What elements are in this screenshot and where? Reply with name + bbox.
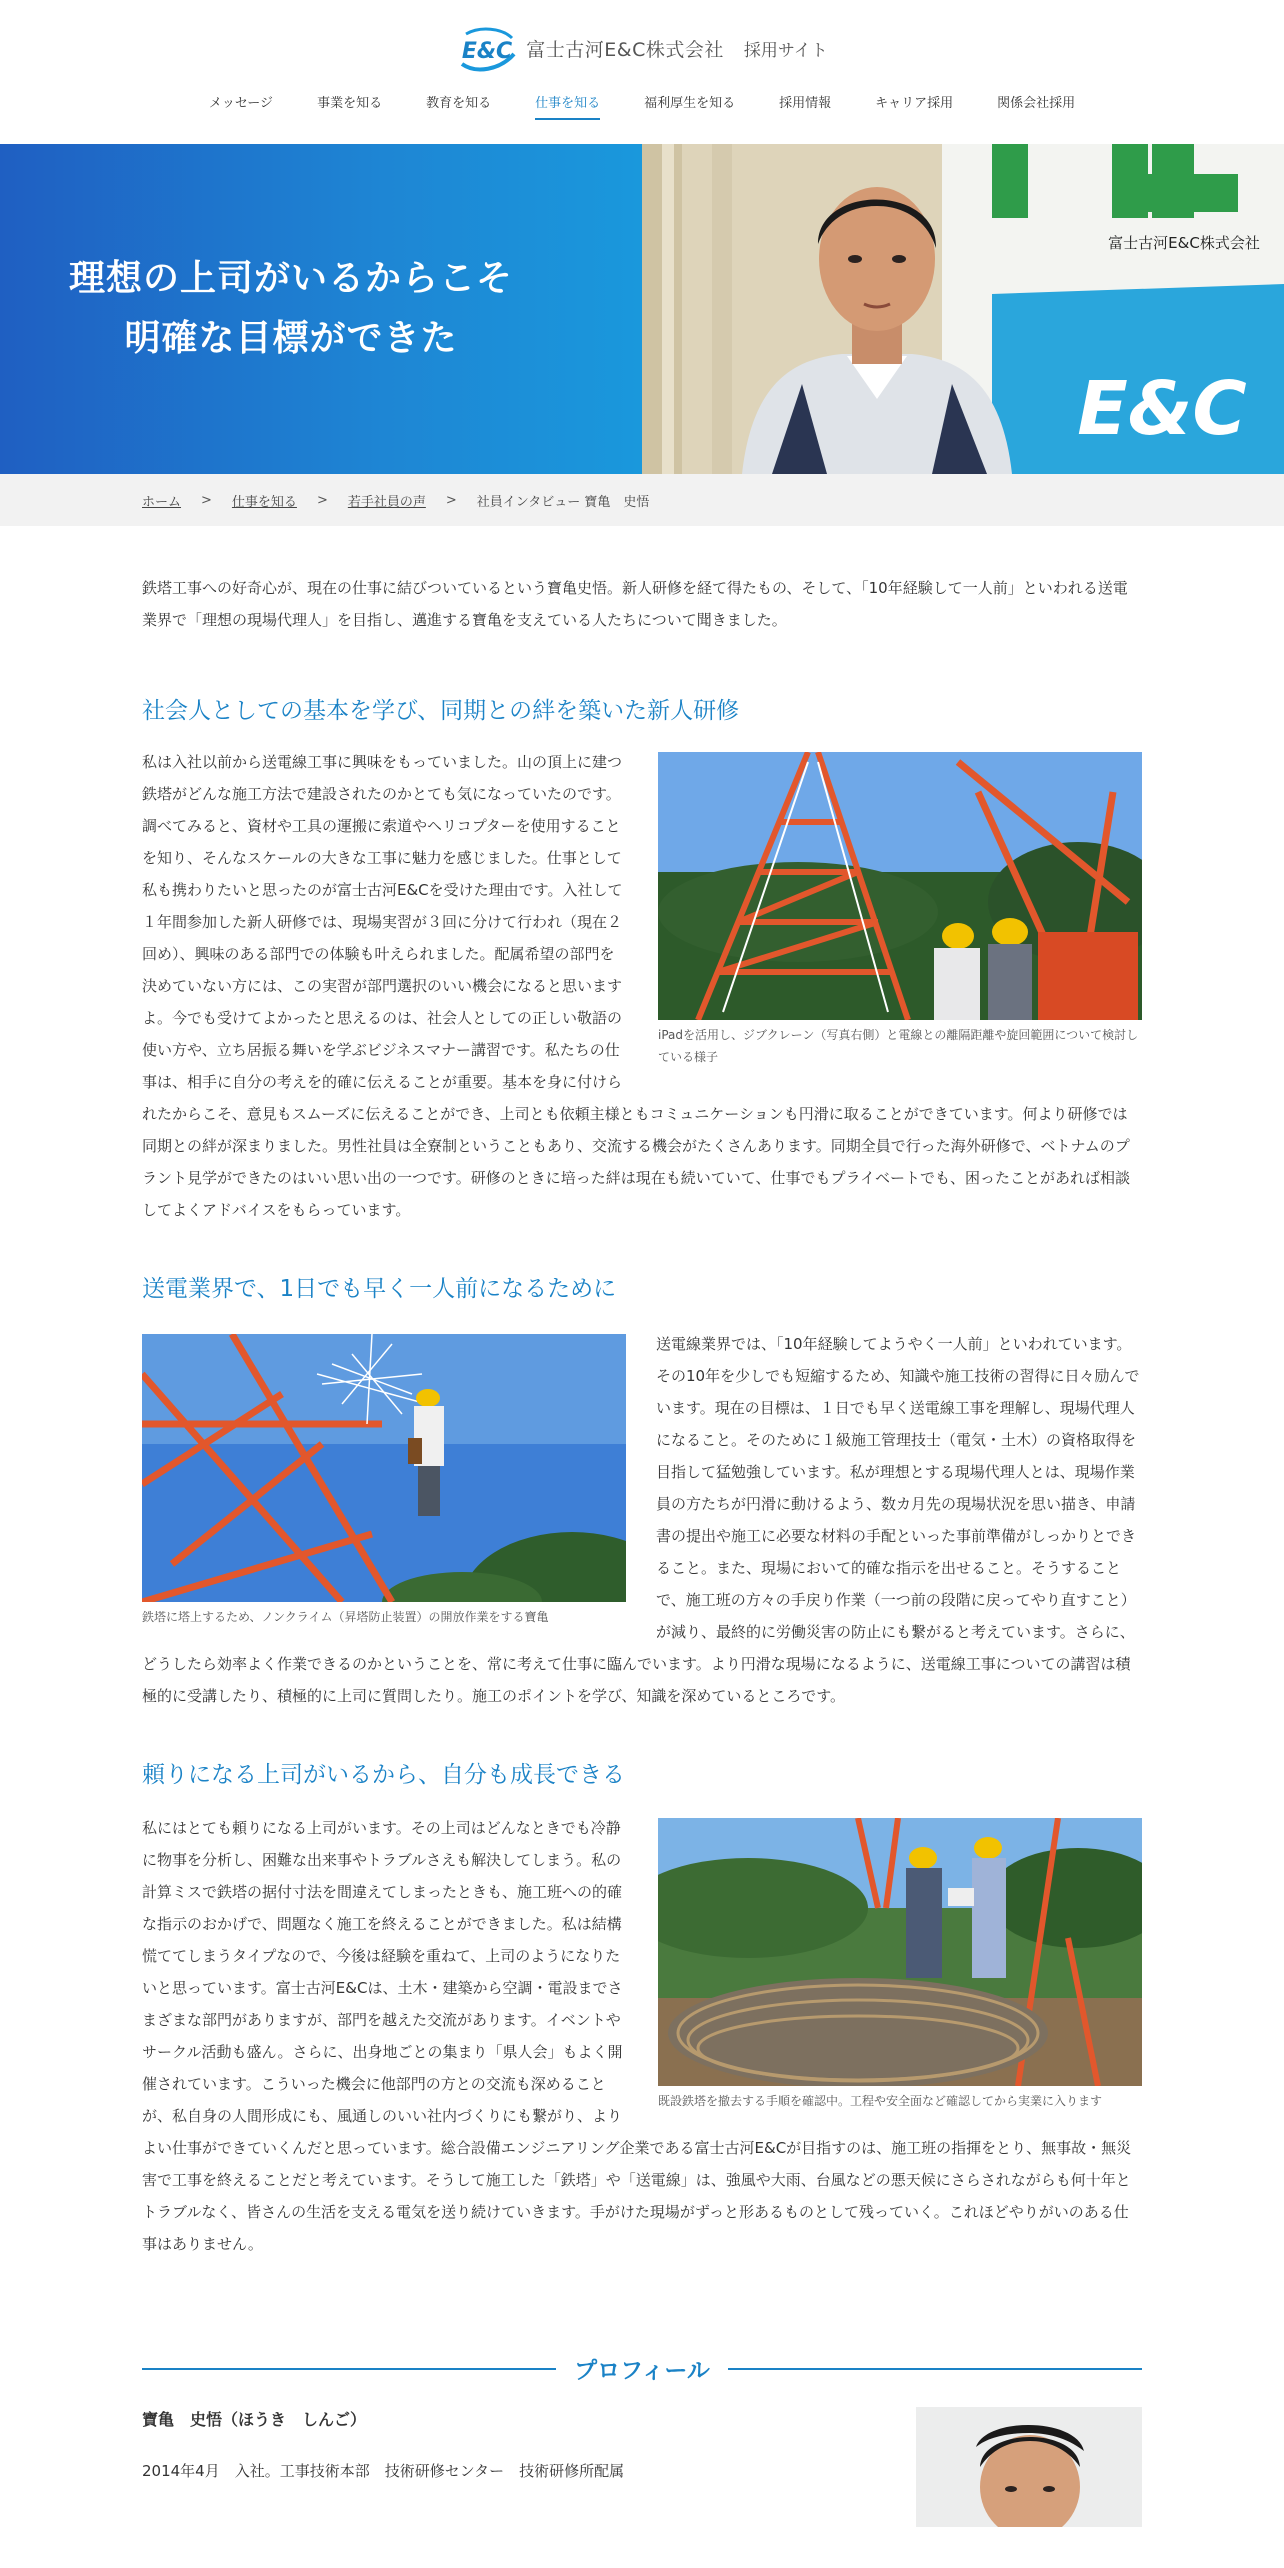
section-text: 私にはとても頼りになる上司がいます。その上司はどんなときでも冷静に物事を分析し、困難な出来事やトラブルさえも解決してしまう。私の計算ミスで鉄塔の据付寸法を間違えてしまったときも、施工班への的確な指示のおかげで、問題なく施工を終えることができました。私は結構慌ててしまうタイプなので、今後は経験を重ねて、上司のようになりたいと思っています。富士古河E&Cは、土木・建築から空調・電設までさまざまな部門がありますが、部門を越えた交流があります。イベントやサークル活動も盛ん。さらに、出身地ごとの集まり「県人会」もよく開催されています。こういった機会に他部門の方との交流も深めることが、私自身の人間形成にも、風通しのいい社内づくりにも繋がり、よりよい仕事ができていくんだと思っています。総合設備エンジニアリング企業である富士古河E&Cが目指すのは、施工班の指揮をとり、無事故・無災害で工事を終えることだと考えています。そうして施工した「鉄塔」や「送電線」は、強風や大雨、台風などの悪天候にさらされながらも何十年とトラブルなく、皆さんの生活を支える電気を送り続けていきます。手がけた現場がずっと形あるものとして残っていく。これほどやりがいのある仕事はありません。 bbox=[142, 1819, 1132, 2253]
section-body bbox=[142, 746, 1142, 1226]
photo-figure bbox=[142, 1334, 626, 1628]
site-name: 採用サイト bbox=[743, 40, 828, 61]
section-text: 私は入社以前から送電線工事に興味をもっていました。山の頂上に建つ鉄塔がどんな施工方法で建設されたのかとても気になっていたのです。調べてみると、資材や工具の運搬に索道やヘリコプターを使用することを知り、そんなスケールの大きな工事に魅力を感じました。仕事として私も携わりたいと思ったのが富士古河E&Cを受けた理由です。入社して１年間参加した新人研修では、現場実習が３回に分けて行われ（現在２回め）、興味のある部門での体験も叶えられました。配属希望の部門を決めていない方には、この実習が部門選択のいい機会になると思いますよ。今でも受けてよかったと思えるのは、社会人としての正しい敬語の使い方や、立ち居振る舞いを学ぶビジネスマナー講習です。私たちの仕事は、相手に自分の考えを的確に伝えることが重要。基本を身に付けられたからこそ、意見もスムーズに伝えることができ、上司とも依頼主様ともコミュニケーションも円滑に取ることができています。何より研修では同期との絆が深まりました。男性社員は全寮制ということもあり、交流する機会がたくさんあります。同期全員で行った海外研修で、ベトナムのプラント見学ができたのはいい思い出の一つです。研修のときに培った絆は現在も続いていて、仕事でもプライベートでも、困ったことがあれば相談してよくアドバイスをもらっています。 bbox=[142, 753, 1131, 1219]
nav-message[interactable]: メッセージ bbox=[208, 96, 274, 111]
breadcrumb-work[interactable]: 仕事を知る bbox=[231, 494, 297, 510]
photo-caption: 既設鉄塔を撤去する手順を確認中。工程や安全面など確認してから実業に入ります bbox=[658, 2094, 1103, 2108]
profile-name: 寶亀 史悟（ほうき しんご） bbox=[142, 2410, 367, 2429]
nav-education[interactable]: 教育を知る bbox=[426, 96, 492, 111]
hero-title-line2: 明確な目標ができた bbox=[124, 318, 458, 359]
photo-figure bbox=[658, 1818, 1142, 2112]
section-body bbox=[142, 1812, 1142, 2260]
tower-climb-photo bbox=[142, 1334, 626, 1602]
photo-caption: 鉄塔に塔上するため、ノンクライム（昇塔防止装置）の開放作業をする寶亀 bbox=[142, 1610, 549, 1624]
site-header bbox=[0, 0, 1284, 144]
section-title: 頼りになる上司がいるから、自分も成長できる bbox=[142, 1762, 625, 1788]
profile-title: プロフィール bbox=[574, 2358, 710, 2384]
nav-recruit-info[interactable]: 採用情報 bbox=[779, 96, 832, 111]
profile-heading bbox=[142, 2352, 1142, 2385]
section-title: 社会人としての基本を学び、同期との絆を築いた新人研修 bbox=[142, 698, 740, 724]
section-title: 送電業界で、1日でも早く一人前になるために bbox=[142, 1276, 617, 1302]
breadcrumb-home[interactable]: ホーム bbox=[142, 494, 182, 510]
profile-section bbox=[142, 2407, 1142, 2527]
breadcrumb-separator: > bbox=[201, 492, 212, 508]
site-inspection-photo bbox=[658, 1818, 1142, 2086]
interview-article bbox=[142, 526, 1142, 2527]
hero-portrait-photo bbox=[642, 144, 1284, 474]
intro-text: 鉄塔工事への好奇心が、現在の仕事に結びついているという寶亀史悟。新人研修を経て得たもの、そして、「10年経験して一人前」といわれる送電業界で「理想の現場代理人」を目指し、邁進する寶亀を支えている人たちについて聞きました。 bbox=[142, 579, 1128, 629]
brand[interactable] bbox=[0, 24, 1284, 72]
hero-title-line1: 理想の上司がいるからこそ bbox=[68, 258, 513, 299]
logo-text: E&C bbox=[462, 39, 513, 64]
nav-work[interactable]: 仕事を知る bbox=[513, 94, 622, 114]
section-text: 送電線業界では、「10年経験してようやく一人前」といわれています。その10年を少しでも短縮するため、知識や施工技術の習得に日々励んでいます。現在の目標は、１日でも早く送電線工事を理解し、現場代理人になること。そのために１級施工管理技士（電気・土木）の資格取得を目指して猛勉強しています。私が理想とする現場代理人とは、現場作業員の方たちが円滑に動けるよう、数カ月先の現場状況を思い描き、申請書の提出や施工に必要な材料の手配といった事前準備がしっかりとできること。また、現場において的確な指示を出せること。そうすることで、施工班の方々の手戻り作業（一つ前の段階に戻ってやり直すこと）が減り、最終的に労働災害の防止にも繋がると考えています。さらに、どうしたら効率よく作業できるのかということを、常に考えて仕事に臨んでいます。より円滑な現場になるように、送電線工事についての講習は積極的に受講したり、積極的に上司に質問したり。施工のポイントを学び、知識を深めているところです。 bbox=[142, 1335, 1140, 1705]
breadcrumb-separator: > bbox=[316, 492, 328, 508]
tower-crane-photo bbox=[658, 752, 1142, 1020]
breadcrumb bbox=[0, 474, 1284, 526]
breadcrumb-voices[interactable]: 若手社員の声 bbox=[347, 494, 426, 510]
photo-caption: iPadを活用し、ジブクレーン（写真右側）と電線との離隔距離や旋回範囲について検討している様子 bbox=[658, 1028, 1139, 1064]
hero-title bbox=[69, 249, 513, 369]
divider bbox=[142, 2368, 556, 2370]
sign-logo-text: E&C bbox=[1077, 366, 1247, 452]
company-name: 富士古河E&C株式会社 bbox=[526, 38, 724, 61]
section-body bbox=[142, 1328, 1142, 1712]
hero-banner bbox=[0, 144, 1284, 474]
hero-text-panel bbox=[0, 144, 642, 474]
profile-photo bbox=[916, 2407, 1142, 2527]
global-nav bbox=[0, 94, 1284, 114]
nav-welfare[interactable]: 福利厚生を知る bbox=[644, 96, 736, 111]
nav-career-recruit[interactable]: キャリア採用 bbox=[875, 96, 954, 111]
company-logo[interactable] bbox=[456, 24, 518, 72]
nav-affiliate-recruit[interactable]: 関係会社採用 bbox=[997, 96, 1076, 111]
profile-career: 2014年4月 入社。工事技術本部 技術研修センター 技術研修所配属 bbox=[142, 2462, 625, 2480]
sign-company-text: 富士古河E&C株式会社 bbox=[1108, 234, 1260, 252]
breadcrumb-current: 社員インタビュー 寶亀 史悟 bbox=[476, 494, 650, 510]
divider bbox=[728, 2368, 1142, 2370]
photo-figure bbox=[658, 752, 1142, 1068]
nav-business[interactable]: 事業を知る bbox=[317, 96, 383, 111]
breadcrumb-separator: > bbox=[445, 492, 457, 508]
